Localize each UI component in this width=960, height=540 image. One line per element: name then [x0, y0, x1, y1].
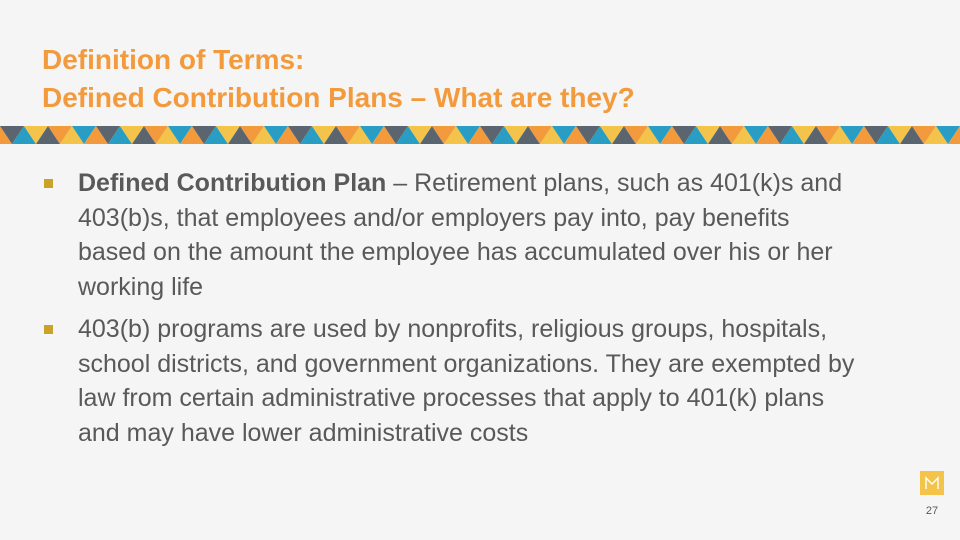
bullet-item-403b	[40, 312, 860, 450]
slide-title	[42, 41, 922, 117]
bullet-item-defined-contribution	[40, 166, 860, 304]
square-bullet-icon	[44, 179, 53, 188]
bullet-term: Defined Contribution Plan	[78, 169, 387, 197]
decorative-border-strip	[0, 126, 960, 144]
bullet-text: – Retirement plans, such as 401(k)s and 403(b)s, that employees and/or employers pay into, pay benefits based on the amount the employee has accumulated over his or her working life	[78, 169, 843, 301]
square-bullet-icon	[44, 325, 53, 334]
bullet-list	[40, 166, 860, 458]
m-logo-icon	[920, 471, 944, 495]
bullet-text: 403(b) programs are used by nonprofits, religious groups, hospitals, school districts, and government organizations. They are exempted by law from certain administrative processes that apply to 401(k) plans and may have lower administrative costs	[78, 315, 855, 447]
slide-title-line-2: Defined Contribution Plans – What are they?	[42, 82, 635, 113]
m-logo-glyph	[924, 475, 940, 491]
slide-title-line-1: Definition of Terms:	[42, 44, 305, 75]
page-number: 27	[925, 505, 939, 517]
